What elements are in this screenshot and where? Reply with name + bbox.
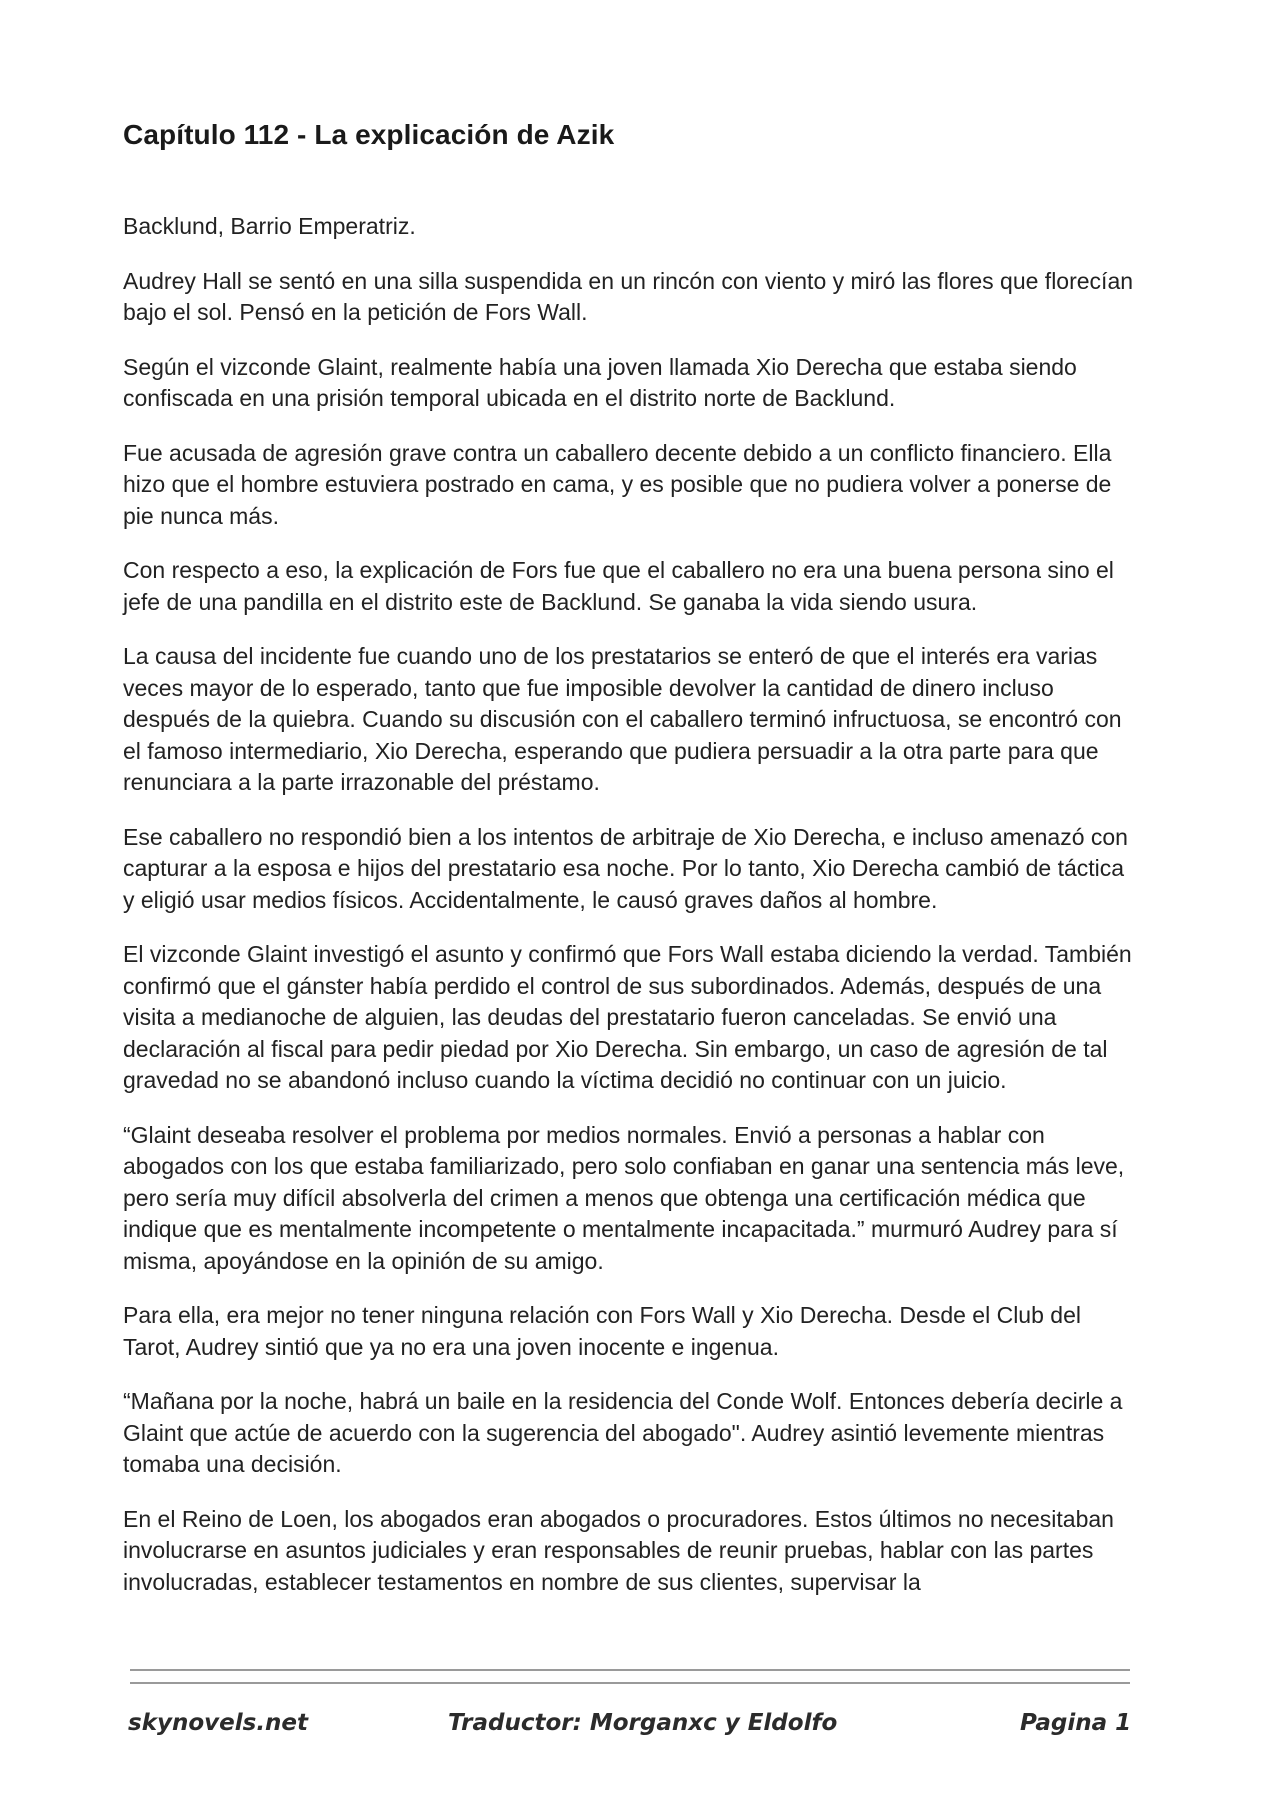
- paragraph: “Glaint deseaba resolver el problema por medios normales. Envió a personas a hablar con abogados con los que estaba familiarizado, pero solo confiaban en ganar una sentencia más leve, pero sería muy difícil absolverla del crimen a menos que obtenga una certificación médica que indique que es mentalmente incompetente o mentalmente incapacitada.” murmuró Audrey para sí misma, apoyándose en la opinión de su amigo.: [123, 1121, 1125, 1274]
- chapter-title: Capítulo 112 - La explicación de Azik: [123, 119, 615, 150]
- paragraph: Audrey Hall se sentó en una silla suspendida en un rincón con viento y miró las flores que florecían bajo el sol. Pensó en la petición de Fors Wall.: [123, 267, 1134, 325]
- paragraph: “Mañana por la noche, habrá un baile en la residencia del Conde Wolf. Entonces debería decirle a Glaint que actúe de acuerdo con la sugerencia del abogado". Audrey asintió levemente mientras tomaba una decisión.: [123, 1388, 1123, 1477]
- paragraph: Ese caballero no respondió bien a los intentos de arbitraje de Xio Derecha, e incluso amenazó con capturar a la esposa e hijos del prestatario esa noche. Por lo tanto, Xio Derecha cambió de táctica y eligió usar medios físicos. Accidentalmente, le causó graves daños al hombre.: [123, 823, 1128, 913]
- paragraph: Para ella, era mejor no tener ninguna relación con Fors Wall y Xio Derecha. Desde el Club del Tarot, Audrey sintió que ya no era una joven inocente e ingenua.: [123, 1302, 1081, 1360]
- paragraph: En el Reino de Loen, los abogados eran abogados o procuradores. Estos últimos no necesitaban involucrarse en asuntos judiciales y eran responsables de reunir pruebas, hablar con las partes involucradas, establecer testamentos en nombre de sus clientes, supervisar la: [123, 1505, 1114, 1595]
- paragraph: La causa del incidente fue cuando uno de los prestatarios se enteró de que el interés era varias veces mayor de lo esperado, tanto que fue imposible devolver la cantidad de dinero incluso después de la quiebra. Cuando su discusión con el caballero terminó infructuosa, se encontró con el famoso intermediario, Xio Derecha, esperando que pudiera persuadir a la otra parte para que renunciara a la parte irrazonable del préstamo.: [123, 643, 1122, 795]
- footer-page-number: Pagina 1: [1020, 1710, 1132, 1736]
- paragraph: Según el vizconde Glaint, realmente había una joven llamada Xio Derecha que estaba siendo confiscada en una prisión temporal ubicada en el distrito norte de Backlund.: [123, 353, 1077, 411]
- paragraph: Backlund, Barrio Emperatriz.: [123, 213, 416, 239]
- paragraph: Fue acusada de agresión grave contra un caballero decente debido a un conflicto financiero. Ella hizo que el hombre estuviera postrado en cama, y es posible que no pudiera volver a ponerse de pie nunca más.: [123, 439, 1112, 529]
- footer-translator-credit: Traductor: Morganxc y Eldolfo: [448, 1710, 838, 1736]
- paragraph: Con respecto a eso, la explicación de Fors fue que el caballero no era una buena persona sino el jefe de una pandilla en el distrito este de Backlund. Se ganaba la vida siendo usura.: [123, 557, 1114, 615]
- paragraph: El vizconde Glaint investigó el asunto y confirmó que Fors Wall estaba diciendo la verdad. También confirmó que el gánster había perdido el control de sus subordinados. Además, después de una visita a medianoche de alguien, las deudas del prestatario fueron canceladas. Se envió una declaración al fiscal para pedir piedad por Xio Derecha. Sin embargo, un caso de agresión de tal gravedad no se abandonó incluso cuando la víctima decidió no continuar con un juicio.: [123, 941, 1132, 1093]
- footer-site-name: skynovels.net: [128, 1710, 309, 1736]
- footer-divider-bottom: [130, 1682, 1130, 1684]
- chapter-body: [123, 211, 1138, 1621]
- footer-divider-top: [130, 1669, 1130, 1671]
